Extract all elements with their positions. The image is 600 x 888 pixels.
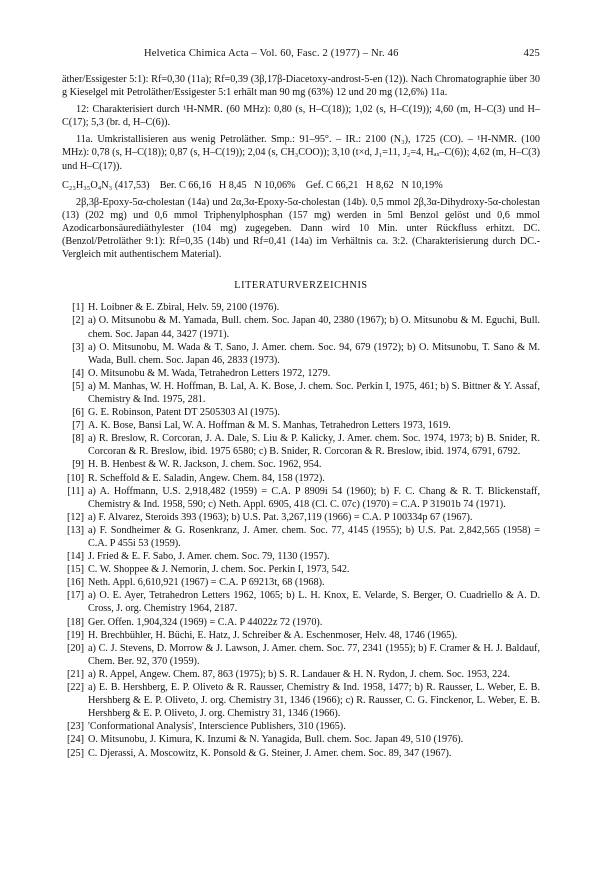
- reference-text: a) O. E. Ayer, Tetrahedron Letters 1962, 1065; b) L. H. Knox, E. Velarde, S. Berger, O. Cuadriello & A. D. Cross, J. org. Chemistry 1964, 2187.: [88, 590, 540, 615]
- reference-text: C. W. Shoppee & J. Nemorin, J. chem. Soc. Perkin I, 1973, 542.: [88, 564, 350, 576]
- reference-text: G. E. Robinson, Patent DT 2505303 Al (1975).: [88, 407, 280, 419]
- reference-item: [62, 419, 540, 432]
- reference-item: [62, 432, 540, 458]
- reference-number: [11]: [67, 485, 84, 497]
- reference-text: a) R. Appel, Angew. Chem. 87, 863 (1975); b) S. R. Landauer & H. N. Rydon, J. chem. Soc. 1953, 224.: [88, 668, 510, 680]
- reference-item: [62, 681, 540, 720]
- reference-item: [62, 550, 540, 563]
- reference-text: a) F. Sondheimer & G. Rosenkranz, J. Amer. chem. Soc. 77, 4145 (1955); b) U.S. Pat. 2,842,565 (1958) = C.A. P 455i 53 (1959).: [88, 524, 540, 549]
- reference-number: [10]: [67, 472, 84, 484]
- reference-number: [7]: [72, 420, 84, 432]
- reference-text: a) C. J. Stevens, D. Morrow & J. Lawson, J. Amer. chem. Soc. 77, 2341 (1955); b) F. Cramer & H. J. Baldauf, Chem. Ber. 92, 370 (1959).: [88, 642, 540, 667]
- reference-number: [2]: [72, 315, 84, 327]
- reference-item: [62, 341, 540, 367]
- reference-text: Neth. Appl. 6,610,921 (1967) = C.A. P 69213t, 68 (1968).: [88, 577, 325, 589]
- reference-text: H. B. Henbest & W. R. Jackson, J. chem. Soc. 1962, 954.: [88, 459, 322, 471]
- reference-text: a) O. Mitsunobu, M. Wada & T. Sano, J. Amer. chem. Soc. 94, 679 (1972); b) O. Mitsunobu, T. Sano & M. Wada, Bull. chem. Soc. Japan 46, 2833 (1973).: [88, 341, 540, 366]
- reference-number: [22]: [67, 682, 84, 694]
- reference-item: [62, 720, 540, 733]
- reference-number: [21]: [67, 668, 84, 680]
- reference-text: A. K. Bose, Bansi Lal, W. A. Hoffman & M. S. Manhas, Tetrahedron Letters 1973, 1619.: [88, 420, 451, 432]
- bibliography-heading: LITERATURVERZEICHNIS: [234, 280, 368, 292]
- reference-number: [20]: [67, 642, 84, 654]
- reference-text: a) F. Alvarez, Steroids 393 (1963); b) U.S. Pat. 3,267,119 (1966) = C.A. P 100334p 67 (1967).: [88, 511, 473, 523]
- paragraph-characterization-11a: 11a. Umkristallisieren aus wenig Petroläther. Smp.: 91–95°. – IR.: 2100 (N₃), 1725 (CO). – ¹H-NMR. (100 MHz): 0,78 (s, H–C(18)); 0,87 (s, H–C(19)); 2,04 (s, CH₃COO)); 3,10 (t×d, J₁=11, J₂=4, Hₐₓ–C(6)); 4,62 (m, H–C(3) und H–C(17)).: [62, 134, 540, 172]
- reference-item: [62, 458, 540, 471]
- reference-number: [3]: [72, 341, 84, 353]
- reference-item: [62, 472, 540, 485]
- reference-item: [62, 563, 540, 576]
- reference-number: [25]: [67, 747, 84, 759]
- reference-item: [62, 576, 540, 589]
- reference-item: [62, 733, 540, 746]
- reference-item: [62, 668, 540, 681]
- paragraph-epoxy-cholestan: 2β,3β-Epoxy-5α-cholestan (14a) und 2α,3α-Epoxy-5α-cholestan (14b). 0,5 mmol 2β,3α-Dihydroxy-5α-cholestan (13) (202 mg) und 0,6 mmol Triphenylphosphan (157 mg) werden in 5ml Benzol gelöst und 0,6 mmol Azodicarbonsäurediäthylester (104 mg) zugegeben. Dann wird 10 Min. unter Rückfluss erhitzt. DC. (Benzol/Petroläther 9:1): Rf=0,35 (14b) und Rf=0,41 (14a) im Verhältnis ca. 3:2. (Charakterisierung durch DC.-Vergleich mit authentischem Material).: [62, 196, 540, 261]
- elemental-analysis: C₂₃H₃₅O₄N₃ (417,53) Ber. C 66,16 H 8,45 N 10,06% Gef. C 66,21 H 8,62 N 10,19%: [62, 179, 443, 191]
- reference-number: [6]: [72, 407, 84, 419]
- reference-item: [62, 629, 540, 642]
- reference-item: [62, 380, 540, 406]
- running-header: [62, 48, 540, 62]
- reference-item: [62, 589, 540, 615]
- page-number: 425: [523, 48, 540, 59]
- reference-number: [18]: [67, 616, 84, 628]
- reference-number: [8]: [72, 433, 84, 445]
- reference-list: [62, 301, 540, 759]
- reference-text: H. Brechbühler, H. Büchi, E. Hatz, J. Schreiber & A. Eschenmoser, Helv. 48, 1746 (1965).: [88, 629, 458, 641]
- reference-text: a) E. B. Hershberg, E. P. Oliveto & R. Rausser, Chemistry & Ind. 1958, 1477; b) R. Rausser, L. Weber, E. B. Hershberg & E. P. Oliveto, J. org. Chemistry 31, 1346 (1966); c) R. Rausser, C. G. Finckenor, L. Weber, E. B. Hershberg & E. P. Oliveto, J. org. Chemistry 31, 1346 (1966).: [88, 682, 540, 720]
- reference-number: [19]: [67, 629, 84, 641]
- reference-number: [24]: [67, 734, 84, 746]
- reference-text: Ger. Offen. 1,904,324 (1969) = C.A. P 44022z 72 (1970).: [88, 616, 323, 628]
- reference-item: [62, 314, 540, 340]
- journal-running-head: Helvetica Chimica Acta – Vol. 60, Fasc. 2 (1977) – Nr. 46: [144, 48, 399, 59]
- reference-text: C. Djerassi, A. Moscowitz, K. Ponsold & G. Steiner, J. Amer. chem. Soc. 89, 347 (1967).: [88, 747, 452, 759]
- reference-text: a) O. Mitsunobu & M. Yamada, Bull. chem. Soc. Japan 40, 2380 (1967); b) O. Mitsunobu & M. Eguchi, Bull. chem. Soc. Japan 44, 3427 (1971).: [88, 315, 540, 340]
- reference-item: [62, 406, 540, 419]
- reference-item: [62, 616, 540, 629]
- reference-item: [62, 485, 540, 511]
- reference-number: [5]: [72, 380, 84, 392]
- reference-number: [13]: [67, 524, 84, 536]
- reference-text: R. Scheffold & E. Saladin, Angew. Chem. 84, 158 (1972).: [88, 472, 325, 484]
- reference-text: a) R. Breslow, R. Corcoran, J. A. Dale, S. Liu & P. Kalicky, J. Amer. chem. Soc. 1974, 1973; b) B. Snider, R. Corcoran & R. Breslow, ibid. 1975 6580; c) B. Snider, R. Corcoran & R. Breslow, ibid. 1974, 6791, 6792.: [88, 433, 540, 458]
- reference-item: [62, 301, 540, 314]
- reference-item: [62, 511, 540, 524]
- reference-text: O. Mitsunobu, J. Kimura, K. Inzumi & N. Yanagida, Bull. chem. Soc. Japan 49, 510 (1976).: [88, 734, 464, 746]
- reference-item: [62, 524, 540, 550]
- reference-number: [14]: [67, 551, 84, 563]
- article-body: [62, 73, 540, 760]
- reference-number: [1]: [72, 302, 84, 314]
- reference-item: [62, 642, 540, 668]
- reference-number: [9]: [72, 459, 84, 471]
- reference-text: 'Conformational Analysis', Interscience Publishers, 310 (1965).: [88, 721, 346, 733]
- reference-text: H. Loibner & E. Zbiral, Helv. 59, 2100 (1976).: [88, 302, 280, 314]
- reference-number: [23]: [67, 721, 84, 733]
- reference-number: [12]: [67, 511, 84, 523]
- reference-number: [16]: [67, 577, 84, 589]
- reference-text: a) A. Hoffmann, U.S. 2,918,482 (1959) = C.A. P 8909i 54 (1960); b) F. C. Chang & R. T. Blickenstaff, Chemistry & Ind. 1958, 590; c) Neth. Appl. 6905, 418 (Cl. C. 07c) (1970) = C.A. P 31901b 74 (1971).: [88, 485, 540, 510]
- reference-number: [15]: [67, 564, 84, 576]
- reference-text: J. Fried & E. F. Sabo, J. Amer. chem. Soc. 79, 1130 (1957).: [88, 551, 330, 563]
- reference-text: O. Mitsunobu & M. Wada, Tetrahedron Letters 1972, 1279.: [88, 367, 331, 379]
- reference-item: [62, 367, 540, 380]
- paragraph-nmr-12: 12: Charakterisiert durch ¹H-NMR. (60 MHz): 0,80 (s, H–C(18)); 1,02 (s, H–C(19)); 4,60 (m, H–C(3) und H–C(17); 5,3 (br. d, H–C(6)).: [62, 104, 540, 129]
- reference-number: [4]: [72, 367, 84, 379]
- reference-item: [62, 747, 540, 760]
- reference-number: [17]: [67, 590, 84, 602]
- reference-text: a) M. Manhas, W. H. Hoffman, B. Lal, A. K. Bose, J. chem. Soc. Perkin I, 1975, 461; b) S. Bittner & Y. Assaf, Chemistry & Ind. 1975, 281.: [88, 380, 540, 405]
- paragraph-tlc-result: äther/Essigester 5:1): Rf=0,30 (11a); Rf=0,39 (3β,17β-Diacetoxy-androst-5-en (12)). Nach Chromatographie über 30 g Kieselgel mit Petroläther/Essigester 5:1 erhält man 90 mg (63%) 12 und 20 mg (12,6%) 11a.: [62, 74, 540, 99]
